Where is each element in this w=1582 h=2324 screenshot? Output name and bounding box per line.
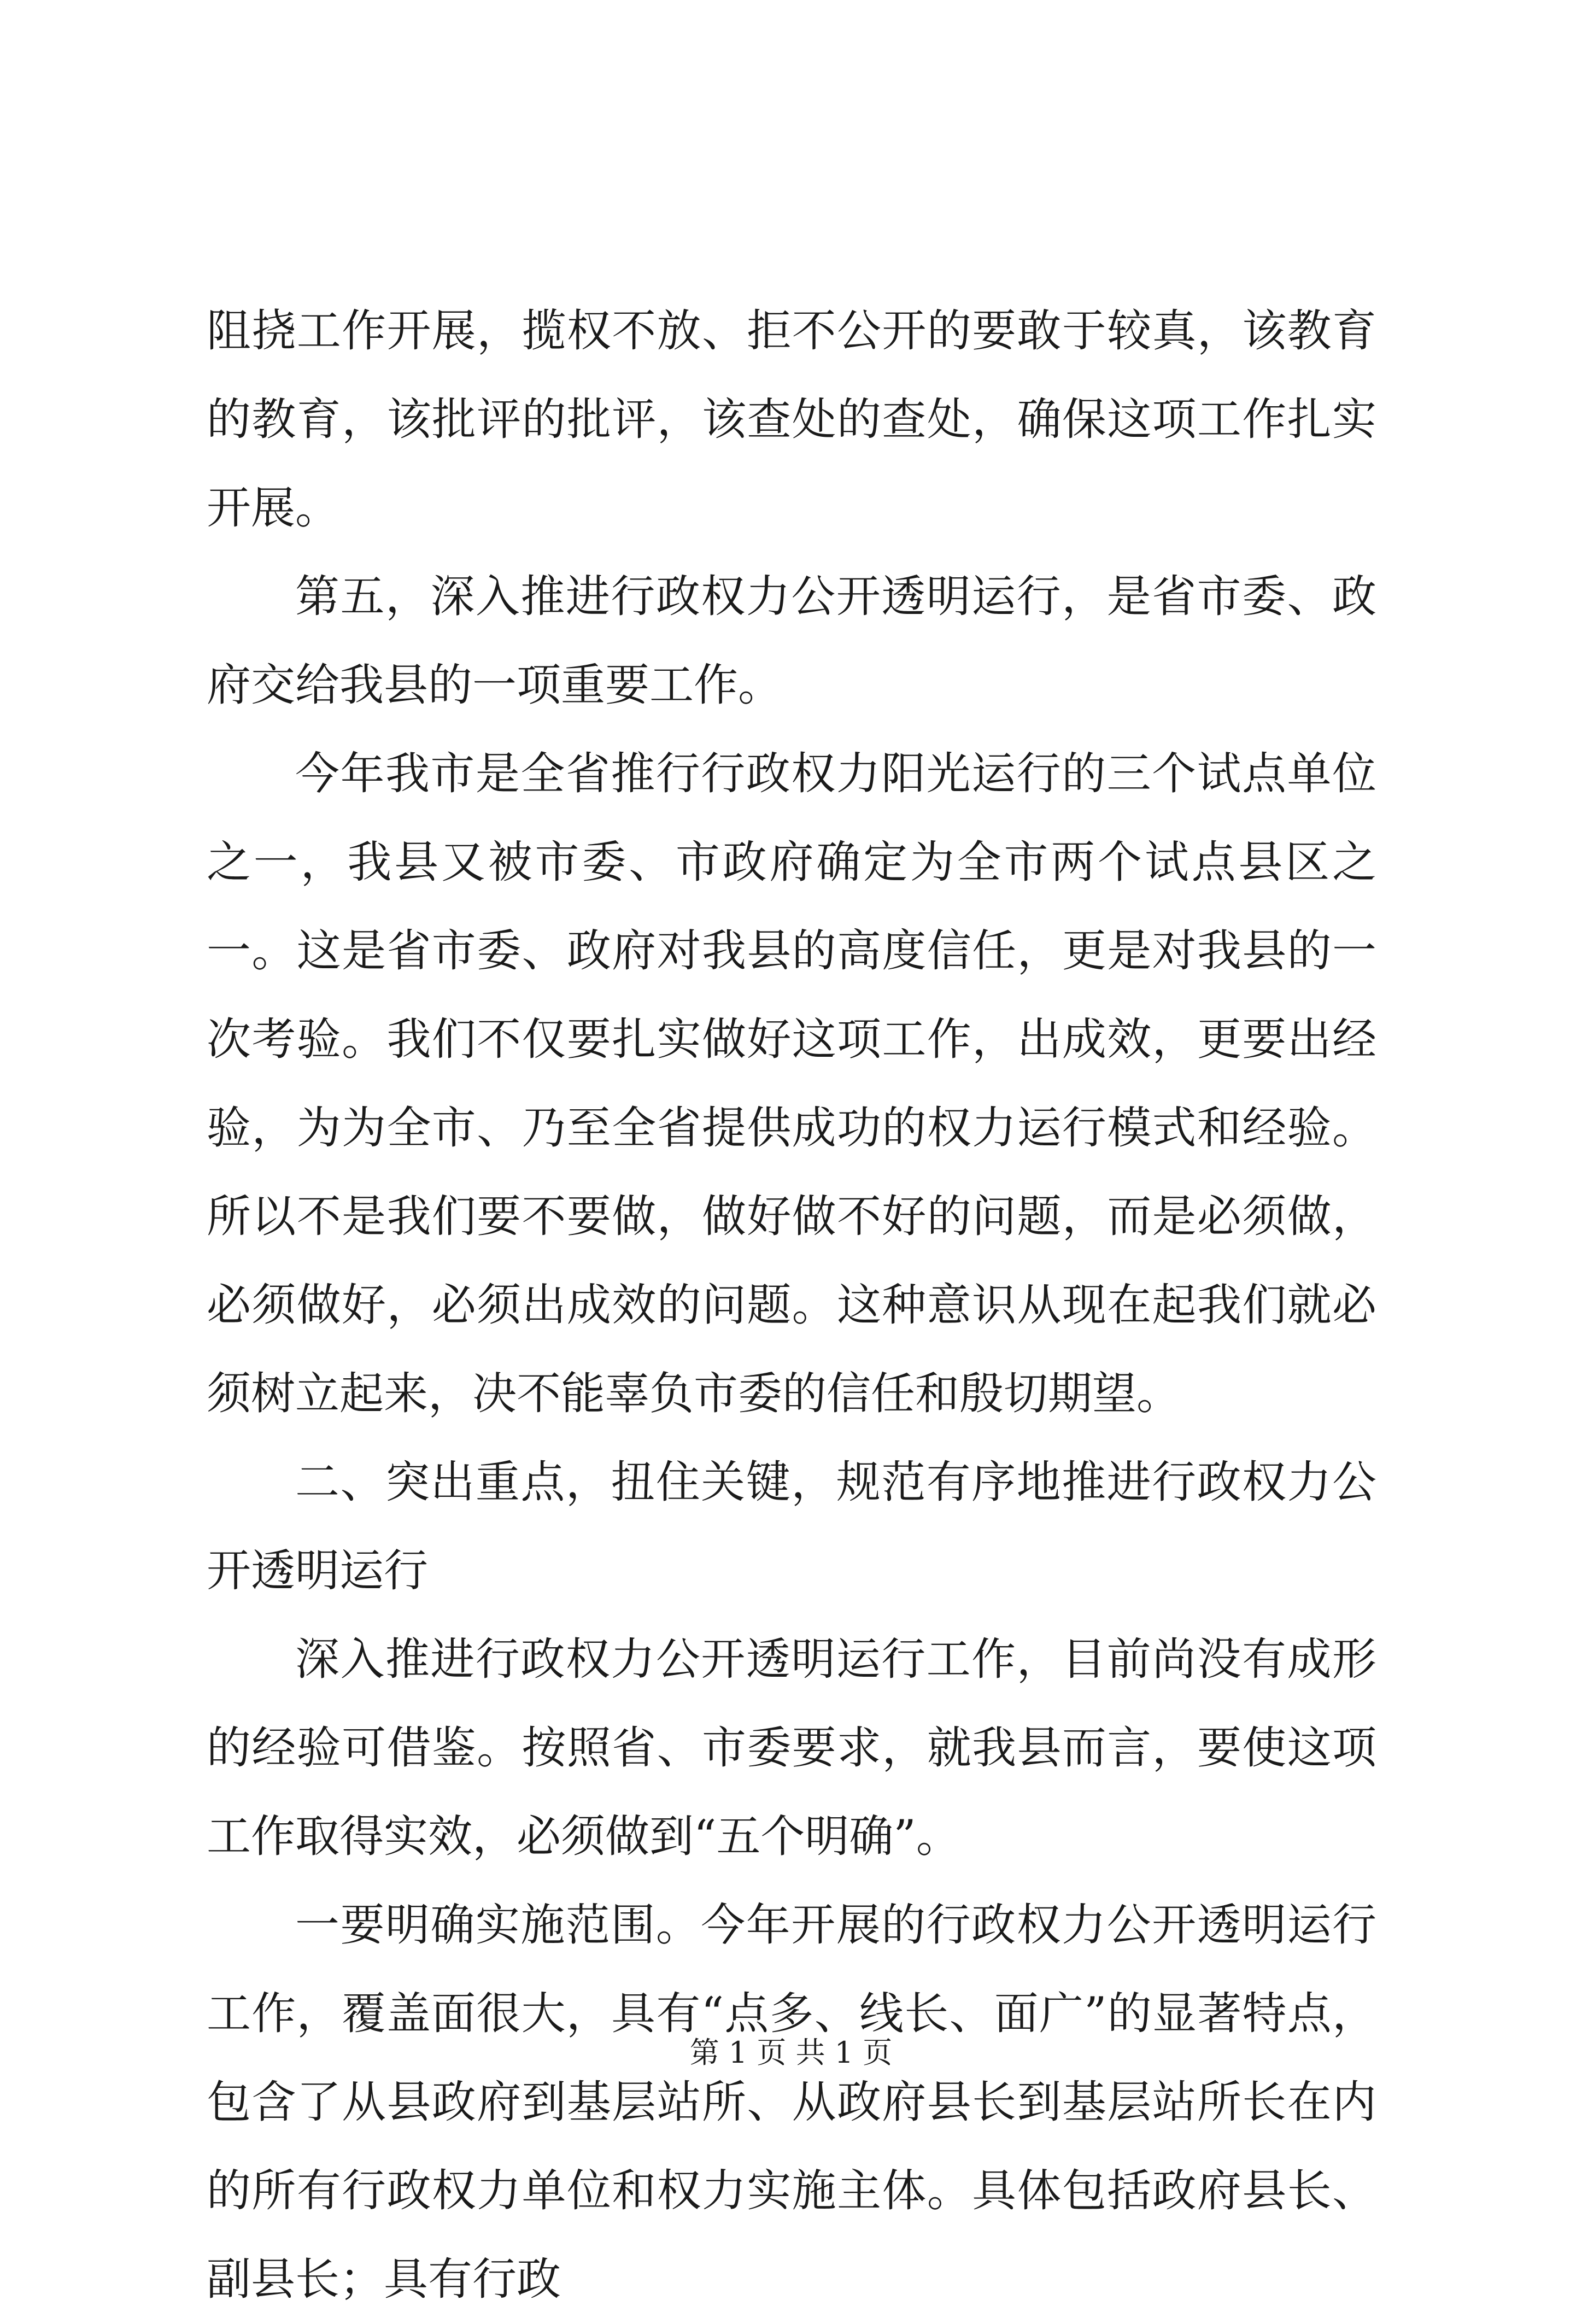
paragraph-3: 今年我市是全省推行行政权力阳光运行的三个试点单位之一，我县又被市委、市政府确定为全市两个试点县区之一。这是省市委、政府对我县的高度信任，更是对我县的一次考验。我们不仅要扎实做好这项工作，出成效，更要出经验，为为全市、乃至全省提供成功的权力运行模式和经验。所以不是我们要不要做，做好做不好的问题，而是必须做，必须做好，必须出成效的问题。这种意识从现在起我们就必须树立起来，决不能辜负市委的信任和殷切期望。: [207, 748, 1376, 1420]
paragraph-6: 一要明确实施范围。今年开展的行政权力公开透明运行工作，覆盖面很大，具有“点多、线长、面广”的显著特点，包含了从县政府到基层站所、从政府县长到基层站所长在内的所有行政权力单位和权力实施主体。具体包括政府县长、副县长；具有行政: [207, 1900, 1376, 2305]
section-heading: 二、突出重点，扭住关键，规范有序地推进行政权力公开透明运行: [207, 1457, 1376, 1597]
document-body: [207, 287, 1376, 2324]
paragraph-5: 深入推进行政权力公开透明运行工作，目前尚没有成形的经验可借鉴。按照省、市委要求，就我县而言，要使这项工作取得实效，必须做到“五个明确”。: [207, 1634, 1376, 1863]
paragraph-2: 第五，深入推进行政权力公开透明运行，是省市委、政府交给我县的一项重要工作。: [207, 571, 1376, 711]
page-number-label: 第 1 页 共 1 页: [689, 2035, 893, 2070]
paragraph-1: 阻挠工作开展，揽权不放、拒不公开的要敢于较真，该教育的教育，该批评的批评，该查处的查处，确保这项工作扎实开展。: [207, 306, 1376, 534]
page-footer: [0, 2034, 1582, 2072]
